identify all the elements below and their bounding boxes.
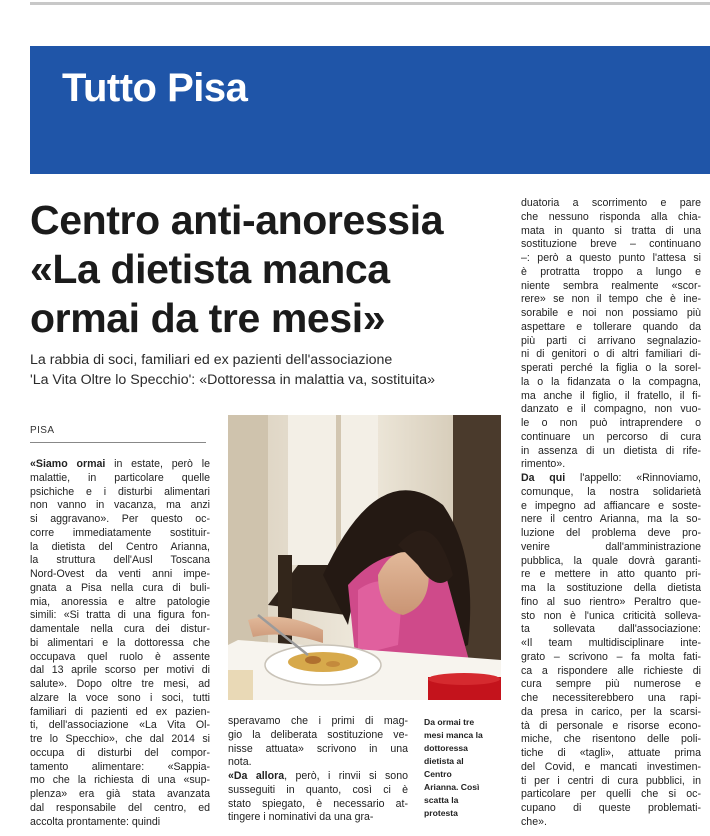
photo-caption bbox=[424, 716, 502, 820]
body-line: nere il centro Arianna, ma la so- bbox=[521, 513, 701, 526]
dateline: PISA bbox=[30, 425, 55, 436]
body-line: alzare la voce sono i soci, tutti bbox=[30, 691, 210, 704]
body-line: familiari di pazienti ed ex pazien- bbox=[30, 705, 210, 718]
body-line: speravamo che i primi di mag- bbox=[228, 715, 408, 727]
body-line: e impegno ad affiancare e soste- bbox=[521, 499, 701, 512]
photo-illustration bbox=[228, 415, 501, 700]
body-line: aspettare e tollerare quando da bbox=[521, 320, 701, 333]
body-line: occupava quel ruolo è assente bbox=[30, 650, 210, 663]
body-line: da presa in carico, per la scarsi- bbox=[521, 705, 701, 718]
article-headline bbox=[30, 196, 508, 343]
body-line: venire dall'amministrazione bbox=[521, 540, 701, 553]
body-line: «Il team multidisciplinare inte- bbox=[521, 637, 701, 649]
body-line: corre immediatamente sostituir- bbox=[30, 526, 210, 539]
body-line: sto non è l'unica criticità solleva- bbox=[521, 609, 701, 622]
headline-line: ormai da tre mesi» bbox=[30, 295, 386, 341]
body-line: dal 13 aprile scorso per motivi di bbox=[30, 664, 210, 677]
body-line: niente sembra realmente «scor- bbox=[521, 279, 701, 292]
body-line: tà di personale e risorse econo- bbox=[521, 719, 701, 732]
body-line: susseguiti in quanto, così ci è bbox=[228, 783, 408, 796]
body-line: luzione del problema deve pro- bbox=[521, 527, 701, 539]
body-line: salute». Dopo oltre tre mesi, ad bbox=[30, 678, 210, 690]
headline-line: Centro anti-anoressia bbox=[30, 197, 444, 243]
body-line: più parti ci arrivano segnalazio- bbox=[521, 334, 701, 347]
body-line: ma anche il figlio, il fratello, il fi- bbox=[521, 389, 701, 402]
body-line: occupa di disturbi del compor- bbox=[30, 746, 210, 759]
body-line: ca a rispondere alle richieste di bbox=[521, 664, 701, 677]
body-line: ti per i centri di cura pubblici, in bbox=[521, 774, 701, 787]
body-line: gio la deliberata sostituzione ve- bbox=[228, 728, 408, 741]
article-subhead bbox=[30, 350, 510, 390]
subhead-line: 'La Vita Oltre lo Specchio': «Dottoressa in malattia va, sostituita» bbox=[30, 372, 435, 388]
lead-in: «Siamo ormai bbox=[30, 458, 106, 470]
body-line: miche, che risentono delle poli- bbox=[521, 733, 701, 746]
body-line: grato – scrivono – fa molta fati- bbox=[521, 650, 701, 663]
body-line: –: però a questo punto l'attesa si bbox=[521, 252, 701, 264]
body-line: bi alimentari e la dottoressa che bbox=[30, 636, 210, 649]
article-photo bbox=[228, 415, 501, 700]
body-line: in assenza di un dietista di rife- bbox=[521, 444, 701, 457]
caption-line: dottoressa bbox=[424, 743, 468, 753]
body-line: ta sollevata dall'associazione: bbox=[521, 623, 701, 636]
body-line: cura sempre più numerose e bbox=[521, 678, 701, 691]
body-line: cupano di queste problemati- bbox=[521, 802, 701, 814]
lead-in: «Da allora bbox=[228, 770, 285, 782]
body-line: nisse attuata» scrivono in una bbox=[228, 742, 408, 755]
body-line: del Covid, e mancati investimen- bbox=[521, 760, 701, 773]
body-line: re e mettere in atto quanto pri- bbox=[521, 568, 701, 581]
body-line: tiche di «tagli», attuate prima bbox=[521, 747, 701, 759]
body-line: gnata a Pisa nella cura di buli- bbox=[30, 581, 210, 594]
body-column-left bbox=[30, 458, 210, 829]
lead-in: Da qui bbox=[521, 472, 566, 484]
body-line: mia, anoressia e altre patologie bbox=[30, 595, 210, 608]
body-column-middle bbox=[228, 715, 408, 825]
body-line: malattie, in particolare quelle bbox=[30, 471, 210, 484]
caption-line: Centro bbox=[424, 769, 452, 779]
body-line: la struttura dell'Ausl Toscana bbox=[30, 554, 210, 567]
body-line: dal responsabile del centro, ed bbox=[30, 801, 210, 814]
body-line: mata in quanto si tratta di una bbox=[521, 224, 701, 237]
body-line: non vanno in vacanza, ma anzi bbox=[30, 499, 210, 512]
body-line: stato spiegato, è necessario at- bbox=[228, 797, 408, 810]
body-line: ti, dell'associazione «La Vita Ol- bbox=[30, 719, 210, 732]
body-line: che necessiterebbero una rapi- bbox=[521, 692, 701, 704]
section-title: Tutto Pisa bbox=[62, 66, 248, 110]
body-line: damentale nella cura dei distur- bbox=[30, 623, 210, 635]
body-line: Da qui l'appello: «Rinnoviamo, bbox=[521, 472, 701, 484]
body-line: simili: «Si tratta di una figura fon- bbox=[30, 609, 210, 622]
body-line: continuare un percorso di cura bbox=[521, 430, 701, 443]
body-line: nota. bbox=[228, 756, 252, 769]
body-line: «Siamo ormai in estate, però le bbox=[30, 458, 210, 470]
dateline-rule bbox=[30, 442, 206, 443]
body-line: si aggravano». Per questo oc- bbox=[30, 513, 210, 525]
body-line: fino al suo rientro» Peraltro que- bbox=[521, 595, 701, 608]
body-line: tre lo Specchio», che dal 2014 si bbox=[30, 733, 210, 745]
body-line: pubblica, la quale dovrà garanti- bbox=[521, 554, 701, 567]
caption-line: Da ormai tre bbox=[424, 717, 475, 727]
body-line: le o non può intraprendere o bbox=[521, 417, 701, 429]
body-line: tingere i nominativi da una gra- bbox=[228, 811, 374, 824]
body-line: particolare per quelli che si oc- bbox=[521, 788, 701, 801]
body-line: Nord-Ovest da venti anni impe- bbox=[30, 568, 210, 580]
subhead-line: La rabbia di soci, familiari ed ex pazienti dell'associazione bbox=[30, 352, 393, 368]
body-line: ni di genitori o di altri familiari di- bbox=[521, 348, 701, 361]
body-line: comunque, la nostra solidarietà bbox=[521, 485, 701, 498]
body-line: che». bbox=[521, 815, 547, 828]
body-line: duatoria a scorrimento e pare bbox=[521, 197, 701, 209]
caption-line: dietista al bbox=[424, 756, 464, 766]
body-line: psichiche e i disturbi alimentari bbox=[30, 485, 210, 498]
section-banner bbox=[30, 46, 710, 174]
body-column-right bbox=[521, 197, 701, 830]
top-rule bbox=[30, 2, 710, 5]
body-line: che nessuno risponda alla chia- bbox=[521, 210, 701, 223]
body-line: danzato e il compagno, non vuo- bbox=[521, 403, 701, 416]
body-line: accolta prontamente: quindi bbox=[30, 815, 161, 828]
body-line: ma la sostituzione della dietista bbox=[521, 582, 701, 594]
body-line: è protratta troppo a lungo e bbox=[521, 265, 701, 278]
caption-line: mesi manca la bbox=[424, 730, 483, 740]
body-line: la dietista del Centro Arianna, bbox=[30, 540, 210, 553]
body-line: plenza» era già stata avanzata bbox=[30, 788, 210, 800]
caption-line: protesta bbox=[424, 808, 458, 818]
body-line: mo che la richiesta di una «sup- bbox=[30, 774, 210, 787]
body-line: tamento alimentare: «Sappia- bbox=[30, 760, 210, 773]
body-line: la o la fidanzata o la compagna, bbox=[521, 375, 701, 388]
caption-line: scatta la bbox=[424, 795, 459, 805]
body-line: sostituzione breve – continuano bbox=[521, 238, 701, 251]
body-line: sorabile e noi non possiamo più bbox=[521, 307, 701, 319]
body-line: rere» se non il tempo che è ine- bbox=[521, 293, 701, 306]
body-line: sperati perché la figlia o la sorel- bbox=[521, 362, 701, 374]
body-line: rimento». bbox=[521, 458, 566, 471]
headline-line: «La dietista manca bbox=[30, 246, 390, 292]
body-line: «Da allora, però, i rinvii si sono bbox=[228, 770, 408, 782]
caption-line: Arianna. Così bbox=[424, 782, 480, 792]
